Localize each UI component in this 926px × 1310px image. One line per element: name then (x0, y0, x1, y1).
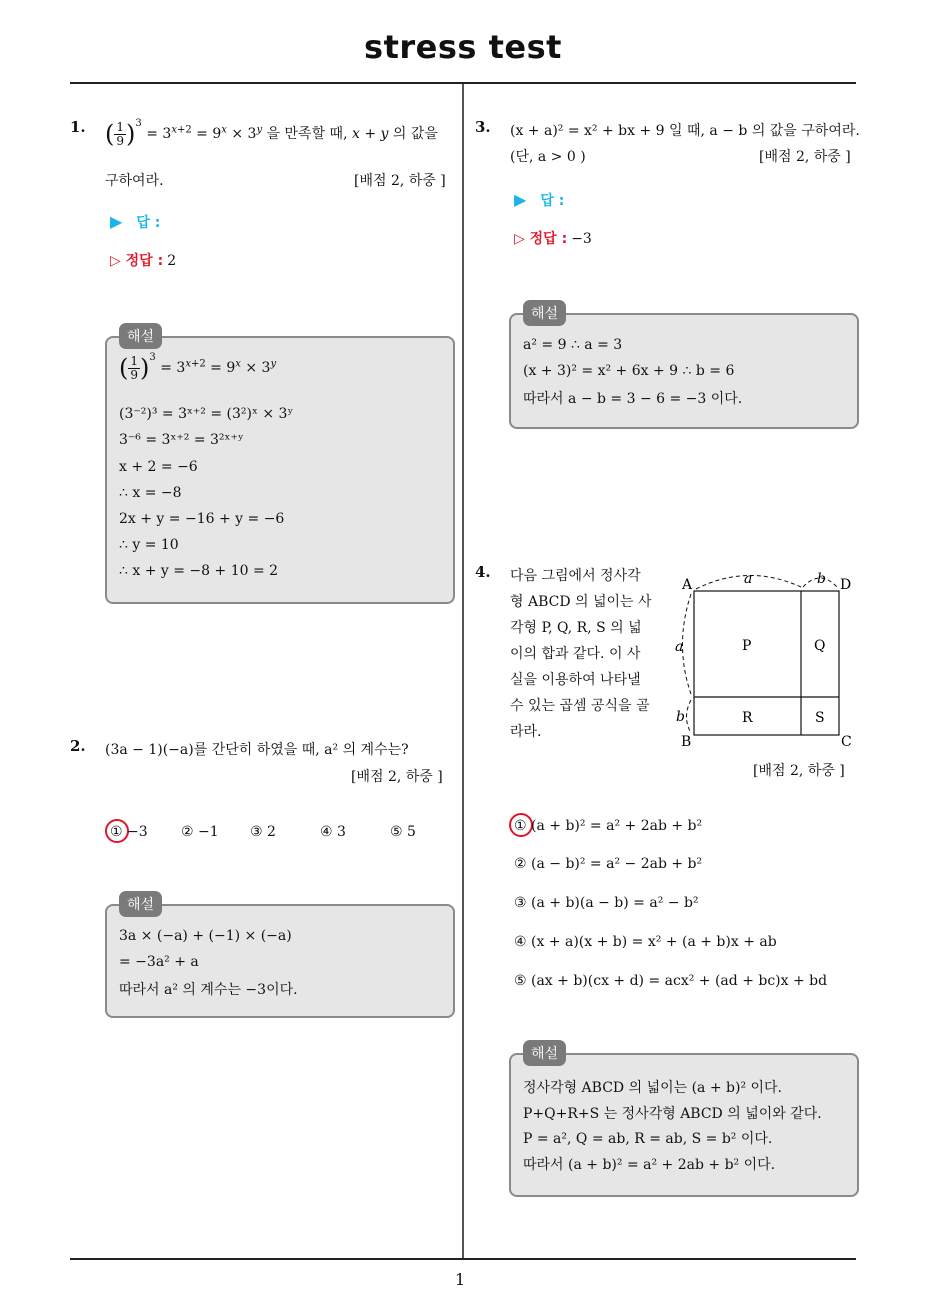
column-divider (462, 84, 464, 1258)
q2-explanation-box (105, 904, 455, 1018)
q1-expl-line-0: ( $\frac{1}{9}$ )$^3 = 3^{x+2} = 9^x \times 3^y$ (119, 352, 277, 382)
q4-number: 4. (475, 563, 491, 581)
q1-expl-line-7: ∴ x + y = −8 + 10 = 2 (119, 563, 279, 579)
q3-correct-row (514, 228, 592, 248)
label-a-vertex: A (682, 577, 693, 593)
q4-option-3[interactable]: ③ (a + b)(a − b) = a² − b² (514, 895, 699, 911)
brace-left-a (683, 594, 692, 694)
label-top-a: a (744, 571, 753, 587)
q3-explanation-tag: 해설 (523, 300, 566, 326)
q2-option-2[interactable]: ② −1 (181, 824, 219, 840)
page-number: 1 (455, 1270, 466, 1289)
q4-explanation-tag: 해설 (523, 1040, 566, 1066)
q3-meta: [배점 2, 하중 ] (759, 149, 851, 165)
q2-option-4[interactable]: ④ 3 (320, 824, 346, 840)
q3-explanation-box (509, 313, 859, 429)
q4-expl-line-1: P+Q+R+S 는 정사각형 ABCD 의 넓이와 같다. (523, 1106, 822, 1122)
q4-prompt-line-4: 실을 이용하여 나타낼 (510, 672, 641, 688)
q4-prompt-line-0: 다음 그림에서 정사각 (510, 568, 641, 584)
q3-correct-label: 정답 : (529, 231, 568, 247)
play-triangle-icon: ▶ (514, 190, 527, 209)
q1-expl-line-4: ∴ x = −8 (119, 485, 182, 501)
q1-fraction: $\frac{1}{9}$ (116, 119, 125, 148)
q1-prompt: ( $\frac{1}{9}$ )$^3 = 3^{x+2} = 9^x \times 3^y$ 을 만족할 때, x + y 의 값을 (105, 118, 438, 148)
q4-prompt-line-5: 수 있는 곱셈 공식을 골 (510, 698, 650, 714)
q4-expl-line-0: 정사각형 ABCD 의 넓이는 (a + b)² 이다. (523, 1080, 783, 1096)
label-region-s: S (815, 710, 825, 726)
q3-answer-row[interactable] (514, 190, 564, 210)
label-left-a: a (675, 639, 684, 655)
q3-number: 3. (475, 118, 491, 136)
q2-option-3[interactable]: ③ 2 (250, 824, 276, 840)
label-region-q: Q (814, 638, 826, 654)
q1-meta: [배점 2, 하중 ] (354, 173, 446, 189)
q1-expl-line-5: 2x + y = −16 + y = −6 (119, 511, 285, 527)
q1-correct-value: 2 (167, 253, 177, 269)
label-c-vertex: C (841, 734, 852, 750)
q2-option-5[interactable]: ⑤ 5 (390, 824, 416, 840)
label-region-r: R (742, 710, 753, 726)
bottom-rule (70, 1258, 856, 1260)
q4-prompt-line-3: 이의 합과 같다. 이 사 (510, 646, 641, 662)
q4-explanation-box (509, 1053, 859, 1197)
q3-expl-line-0: a² = 9 ∴ a = 3 (523, 337, 623, 353)
q1-correct-row (110, 250, 176, 270)
label-region-p: P (742, 638, 752, 654)
play-triangle-icon: ▶ (110, 212, 123, 231)
q4-meta: [배점 2, 하중 ] (753, 763, 845, 779)
q4-option-2[interactable]: ② (a − b)² = a² − 2ab + b² (514, 856, 703, 872)
q3-expl-line-1: (x + 3)² = x² + 6x + 9 ∴ b = 6 (523, 363, 735, 379)
q1-expl-line-6: ∴ y = 10 (119, 537, 179, 553)
q1-correct-label: 정답 : (125, 253, 164, 269)
q2-option-1[interactable]: ① −3 (110, 824, 148, 840)
outline-triangle-icon: ▷ (110, 253, 121, 269)
q3-correct-value: −3 (571, 231, 592, 247)
q1-answer-label: 답 : (136, 215, 161, 231)
q3-prompt: (x + a)² = x² + bx + 9 일 때, a − b 의 값을 구하여라. (510, 123, 860, 139)
q2-number: 2. (70, 737, 86, 755)
q1-answer-row[interactable] (110, 212, 160, 232)
q2-expl-line-0: 3a × (−a) + (−1) × (−a) (119, 928, 292, 944)
q4-prompt-line-6: 라라. (510, 724, 542, 740)
q4-option-1[interactable]: ① (a + b)² = a² + 2ab + b² (514, 818, 703, 834)
q1-number: 1. (70, 118, 86, 136)
q1-expl-line-1: (3⁻²)³ = 3ˣ⁺² = (3²)ˣ × 3ʸ (119, 406, 294, 422)
q4-square-figure (670, 565, 860, 750)
outline-triangle-icon: ▷ (514, 231, 525, 247)
label-b-vertex: B (681, 734, 692, 750)
label-top-b: b (817, 571, 826, 587)
q1-expl-line-2: 3⁻⁶ = 3ˣ⁺² = 3²ˣ⁺ʸ (119, 432, 244, 448)
q1-expl-line-3: x + 2 = −6 (119, 459, 198, 475)
q3-prompt-line2: (단, a > 0 ) (510, 149, 586, 165)
brace-left-b (687, 700, 692, 733)
q1-explanation-tag: 해설 (119, 323, 162, 349)
q3-answer-label: 답 : (540, 193, 565, 209)
q4-prompt-line-1: 형 ABCD 의 넓이는 사 (510, 594, 652, 610)
q4-expl-line-3: 따라서 (a + b)² = a² + 2ab + b² 이다. (523, 1157, 776, 1173)
q4-option-4[interactable]: ④ (x + a)(x + b) = x² + (a + b)x + ab (514, 934, 777, 950)
q2-expl-line-1: = −3a² + a (119, 954, 199, 970)
q2-explanation-tag: 해설 (119, 891, 162, 917)
q2-meta: [배점 2, 하중 ] (351, 769, 443, 785)
q1-prompt-line2: 구하여라. (105, 173, 164, 189)
q3-expl-line-2: 따라서 a − b = 3 − 6 = −3 이다. (523, 391, 743, 407)
q4-expl-line-2: P = a², Q = ab, R = ab, S = b² 이다. (523, 1131, 773, 1147)
q4-option-5[interactable]: ⑤ (ax + b)(cx + d) = acx² + (ad + bc)x + bd (514, 973, 828, 989)
q4-prompt-line-2: 각형 P, Q, R, S 의 넓 (510, 620, 642, 636)
q2-prompt: (3a − 1)(−a)를 간단히 하였을 때, a² 의 계수는? (105, 742, 409, 758)
label-left-b: b (676, 709, 685, 725)
q1-explanation-box (105, 336, 455, 604)
page-title: stress test (364, 28, 562, 66)
label-d-vertex: D (840, 577, 852, 593)
q2-expl-line-2: 따라서 a² 의 계수는 −3이다. (119, 982, 298, 998)
